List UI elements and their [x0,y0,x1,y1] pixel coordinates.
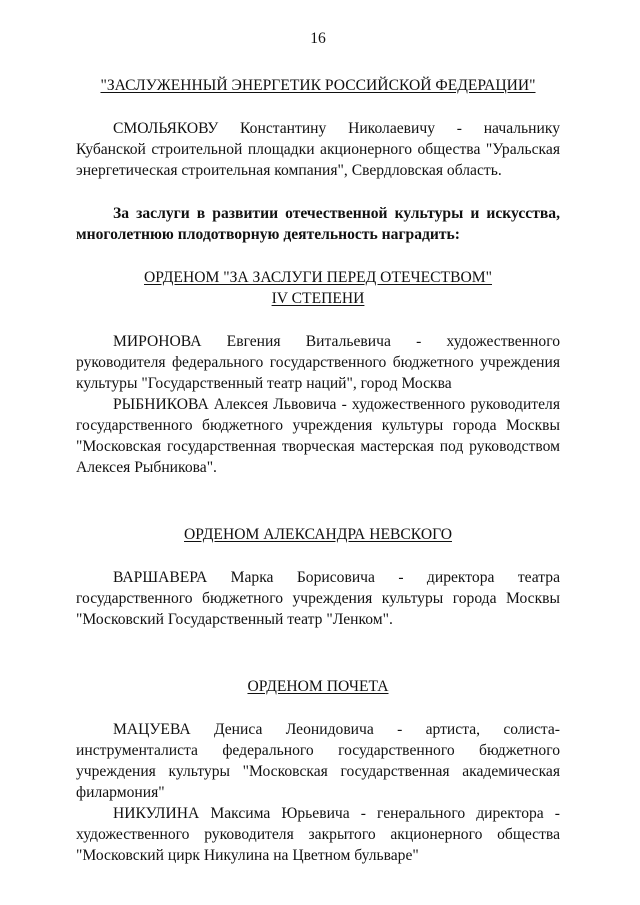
section-heading-zaslugi-degree: IV СТЕПЕНИ [271,290,365,307]
section-heading-energetik: "ЗАСЛУЖЕННЫЙ ЭНЕРГЕТИК РОССИЙСКОЙ ФЕДЕРАЦИИ" [100,77,536,94]
section-heading-nevsky: ОРДЕНОМ АЛЕКСАНДРА НЕВСКОГО [184,526,452,543]
award-entry-smolyakov: СМОЛЬЯКОВУ Константину Николаевичу - начальнику Кубанской строительной площадки акционерного общества "Уральская энергетическая строительная компания", Свердловская область. [76,120,560,179]
award-entry-rybnikov: РЫБНИКОВА Алексея Львовича - художественного руководителя государственного бюджетного учреждения культуры города Москвы "Московская государственная творческая мастерская под руководством Алексея Рыбникова". [76,396,560,476]
award-entry-mironov: МИРОНОВА Евгения Витальевича - художественного руководителя федерального государственного бюджетного учреждения культуры "Государственный театр наций", город Москва [76,333,560,392]
section-heading-zaslugi: ОРДЕНОМ "ЗА ЗАСЛУГИ ПЕРЕД ОТЕЧЕСТВОМ" [144,269,492,286]
award-entry-nikulin: НИКУЛИНА Максима Юрьевича - генерального директора - художественного руководителя закрытого акционерного общества "Московский цирк Никулина на Цветном бульваре" [76,805,560,864]
award-entry-varshaver: ВАРШАВЕРА Марка Борисовича - директора театра государственного бюджетного учреждения культуры города Москвы "Московский Государственный театр "Ленком". [76,569,560,628]
page-number: 16 [310,30,326,47]
award-entry-matsuev: МАЦУЕВА Дениса Леонидовича - артиста, солиста-инструменталиста федерального государственного бюджетного учреждения культуры "Московская государственная академическая филармония" [76,721,560,801]
section-heading-pocheta: ОРДЕНОМ ПОЧЕТА [247,678,389,695]
culture-intro-paragraph: За заслуги в развитии отечественной культуры и искусства, многолетнюю плодотворную деятельность наградить: [76,205,560,243]
